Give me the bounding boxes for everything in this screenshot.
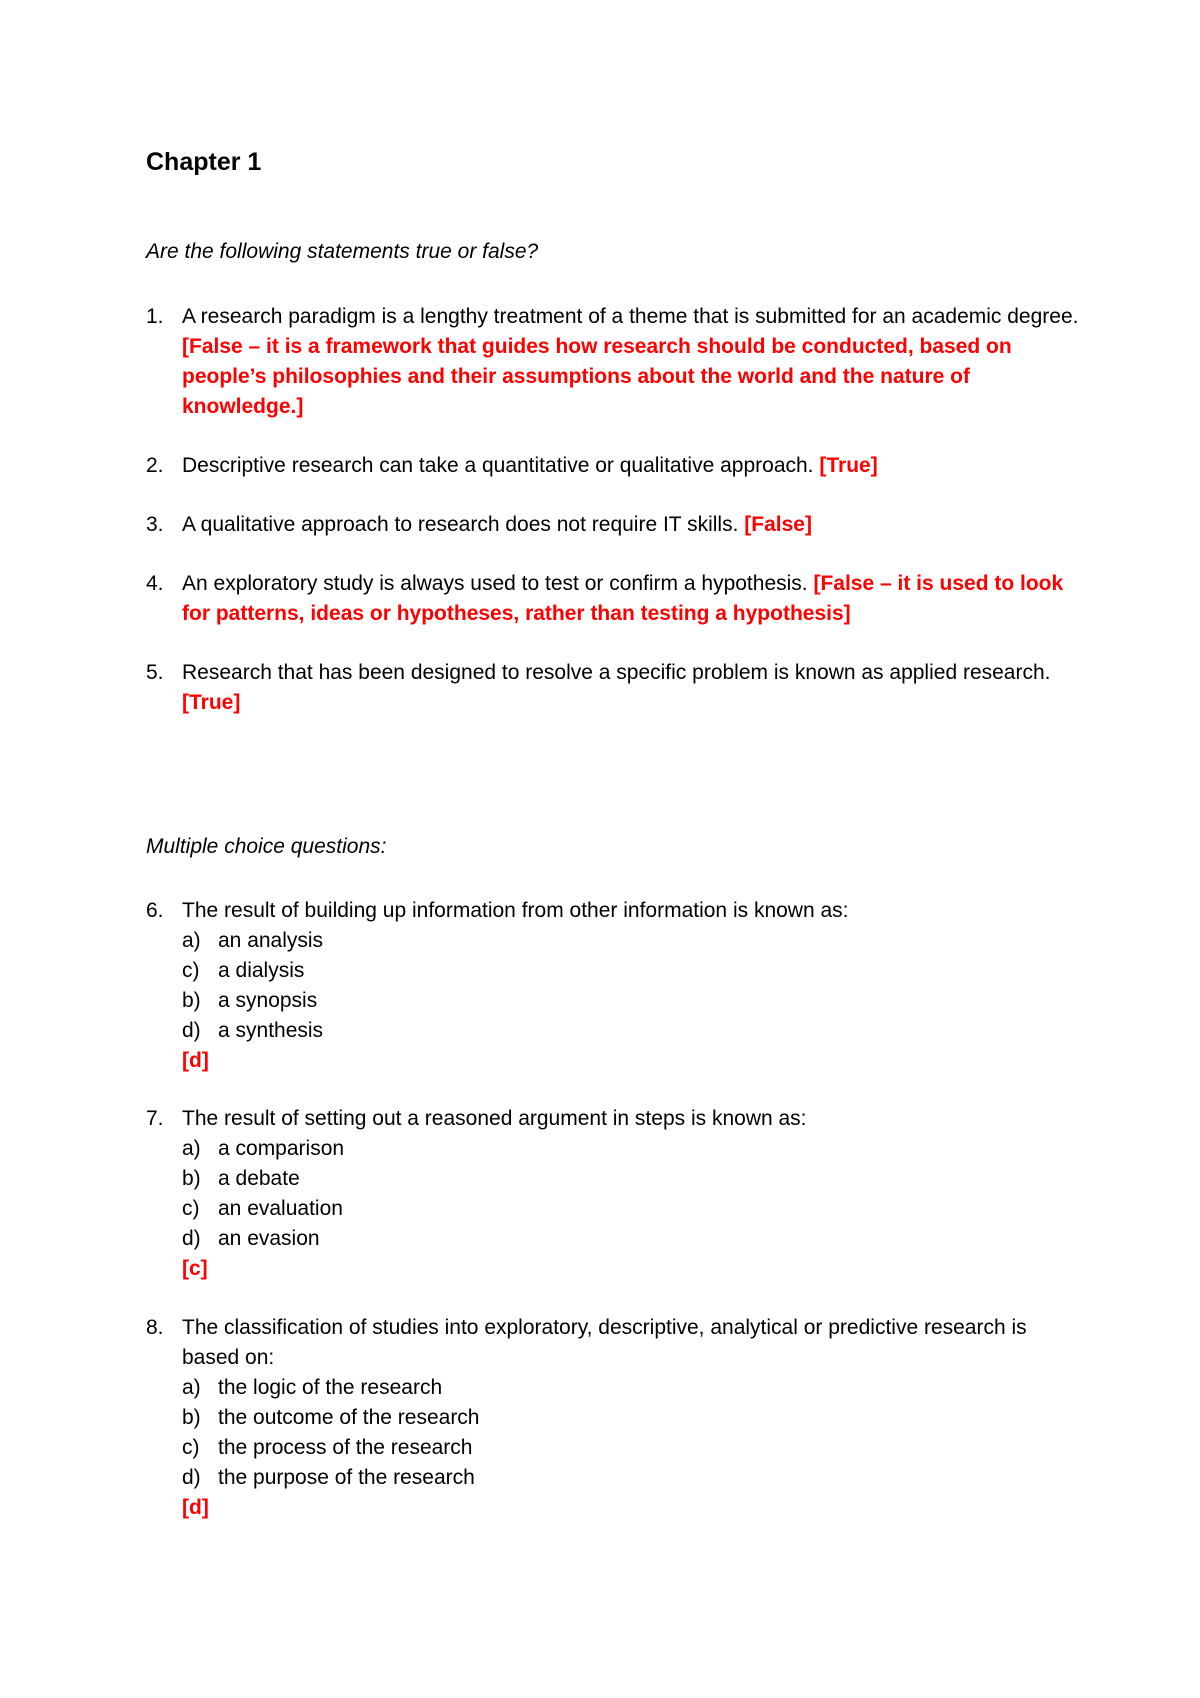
- option-letter: d): [182, 1227, 201, 1250]
- question-number: 3.: [146, 513, 164, 536]
- question-number: 1.: [146, 305, 164, 328]
- answer-key: [d]: [182, 1049, 209, 1072]
- option-text: a synthesis: [218, 1019, 324, 1042]
- option-text: an evasion: [218, 1227, 320, 1250]
- question-number: 8.: [146, 1316, 164, 1339]
- option-text: an evaluation: [218, 1197, 343, 1220]
- option-letter: a): [182, 929, 201, 952]
- question-text: The result of building up information from other information is known as:: [182, 899, 849, 922]
- mc-heading: Multiple choice questions:: [146, 835, 387, 858]
- option: [146, 1224, 1086, 1254]
- question-text: A research paradigm is a lengthy treatment of a theme that is submitted for an academic degree.: [182, 305, 1079, 328]
- tf-heading: Are the following statements true or false?: [146, 240, 539, 263]
- option-letter: c): [182, 1436, 200, 1459]
- mc-question-6: [146, 896, 1086, 1076]
- question-number: 7.: [146, 1107, 164, 1130]
- option: [146, 1194, 1086, 1224]
- tf-question-3: [146, 510, 1086, 540]
- option: [146, 1134, 1086, 1164]
- tf-question-4: [146, 569, 1086, 629]
- page-title: Chapter 1: [146, 148, 262, 176]
- question-number: 5.: [146, 661, 164, 684]
- answer-text: [False – it is a framework that guides how research should be conducted, based on people’s philosophies and their assumptions about the world and the nature of knowledge.]: [182, 335, 1012, 418]
- option-letter: d): [182, 1019, 201, 1042]
- option-letter: b): [182, 1406, 201, 1429]
- option-text: a debate: [218, 1167, 300, 1190]
- tf-question-2: [146, 451, 1086, 481]
- option: [146, 1463, 1086, 1493]
- answer-key: [d]: [182, 1496, 209, 1519]
- option-text: an analysis: [218, 929, 324, 952]
- mc-question-8: [146, 1313, 1086, 1523]
- option-text: the logic of the research: [218, 1376, 443, 1399]
- tf-question-1: [146, 302, 1086, 422]
- answer-key: [c]: [182, 1257, 208, 1280]
- question-number: 6.: [146, 899, 164, 922]
- option-letter: b): [182, 989, 201, 1012]
- answer-text: [False – it is used to look for patterns, ideas or hypotheses, rather than testing a hypothesis]: [182, 572, 1064, 625]
- question-text: The result of setting out a reasoned argument in steps is known as:: [182, 1107, 807, 1130]
- option-text: the process of the research: [218, 1436, 473, 1459]
- option: [146, 1016, 1086, 1046]
- option-letter: c): [182, 959, 200, 982]
- question-number: 2.: [146, 454, 164, 477]
- option: [146, 1373, 1086, 1403]
- option: [146, 1164, 1086, 1194]
- question-text: A qualitative approach to research does not require IT skills.: [182, 513, 739, 536]
- mc-question-7: [146, 1104, 1086, 1284]
- question-number: 4.: [146, 572, 164, 595]
- option: [146, 1403, 1086, 1433]
- question-text: Research that has been designed to resolve a specific problem is known as applied research.: [182, 661, 1051, 684]
- option: [146, 986, 1086, 1016]
- option-text: a dialysis: [218, 959, 305, 982]
- option-text: a comparison: [218, 1137, 345, 1160]
- option-letter: a): [182, 1137, 201, 1160]
- option-text: the purpose of the research: [218, 1466, 475, 1489]
- option: [146, 1433, 1086, 1463]
- option-text: a synopsis: [218, 989, 318, 1012]
- option-letter: c): [182, 1197, 200, 1220]
- option-text: the outcome of the research: [218, 1406, 480, 1429]
- question-text: An exploratory study is always used to test or confirm a hypothesis.: [182, 572, 808, 595]
- question-text: The classification of studies into exploratory, descriptive, analytical or predictive research is based on:: [182, 1316, 1027, 1369]
- option-letter: a): [182, 1376, 201, 1399]
- option: [146, 956, 1086, 986]
- question-text: Descriptive research can take a quantitative or qualitative approach.: [182, 454, 814, 477]
- option-letter: b): [182, 1167, 201, 1190]
- answer-text: [True]: [819, 454, 878, 477]
- option: [146, 926, 1086, 956]
- answer-text: [False]: [744, 513, 812, 536]
- answer-text: [True]: [182, 691, 241, 714]
- option-letter: d): [182, 1466, 201, 1489]
- tf-question-5: [146, 658, 1086, 718]
